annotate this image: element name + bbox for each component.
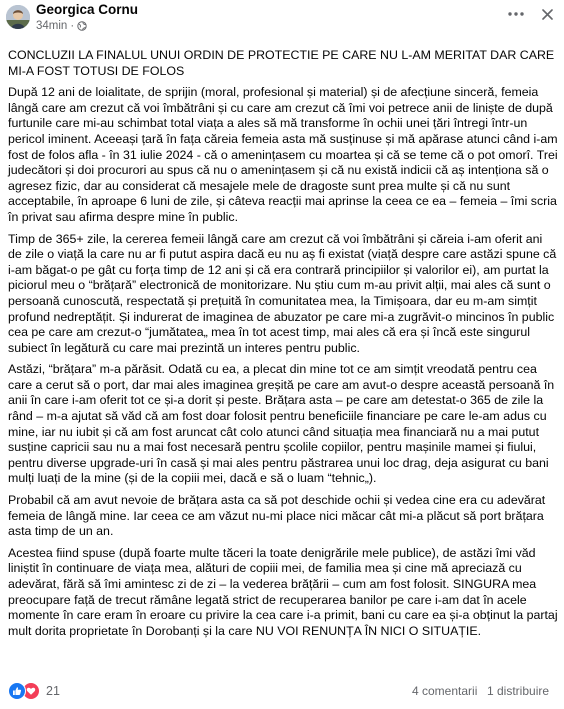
globe-icon: [77, 21, 87, 31]
post-paragraph: După 12 ani de loialitate, de sprijin (moral, profesional și material) și de afecțiune sinceră, femeia lângă care am crezut că voi îmbătrâni și cu care am crezut că îmi voi petrece anii de liniște de după furtunile care mi-au schimbat total viața a ales să mă transforme în ochii unei țări întregi într-un pericol iminent. Aceeași țară în fața căreia femeia asta mă susținuse și mă apărase atunci când i-am fost de folos afla - în 31 iulie 2024 - că o amenințasem cu moartea și că se teme că o pot omorî. Trei judecători și doi procurori au spus că nu o amenințasem și că nu există indicii că aș intenționa să o agresez fizic, dar au considerat că mesajele mele de dragoste sunt prea multe și că nu sunt acceptabile, în aproape 6 luni de zile, și câteva reacții mai aprinse la ceea ce ea – femeia – îmi scria în privat sau afirma despre mine în public.: [8, 85, 558, 224]
post-paragraph: Astăzi, “brățara” m-a părăsit. Odată cu ea, a plecat din mine tot ce am simțit vreodată pentru cea care a cerut să o port, dar mai ales imaginea greșită pe care am avut-o despre această persoană în anii în care i-am oferit tot ce și-a dorit și peste. Brățara asta – pe care am detestat-o 365 de zile la rând – m-a ajutat să văd că am fost doar folosit pentru beneficiile financiare pe care le-am adus cu mine, iar nu iubit și că am fost aruncat cât colo atunci când situația mea financiară nu a mai putut susține capricii sau nu a mai fost necesară pentru școlile copiilor, pentru mașinile mamei și fiului, pentru diverse upgrade-uri în casă și mai ales pentru păstrarea unui loc drag, deja asigurat cu bani mulți luați de la mine (și de la copiii mei, dacă e să o luam “tehnic„).: [8, 362, 555, 486]
post-footer: [0, 680, 564, 702]
author-name[interactable]: Georgica Cornu: [36, 2, 139, 17]
post-paragraph: Timp de 365+ zile, la cererea femeii lângă care am crezut că voi îmbătrâni și căreia i-am oferit ani de zile o viață la care nu ar fi putut aspira dacă eu nu aș fi existat (viață despre care astăzi spune că i-am băgat-o pe gât cu forța timp de 12 ani și că era contrară principiilor și valorilor ei), am purtat la piciorul meu o “brățară” electronică de monitorizare. Nu știu cum m-au privit alții, mai ales că sunt o persoană cunoscută, respectată și prețuită în comunitatea mea, la Timișoara, dar eu m-am simțit profund nedreptățit. Și indurerat de imaginea de abuzator pe care mi-a zugrăvit-o mincinos în public cea pe care am crezut-o “jumătatea„ mea în tot acest timp, mai ales că era și încă este singurul subiect în legătură cu care mai prezintă un interes pentru public.: [8, 231, 557, 355]
post-title: CONCLUZII LA FINALUL UNUI ORDIN DE PROTECTIE PE CARE NU L-AM MERITAT DAR CARE MI-A FOST TOTUSI DE FOLOS: [8, 48, 555, 78]
post-meta: [36, 20, 87, 32]
like-reaction-icon: [8, 682, 26, 700]
meta-separator: ·: [70, 20, 75, 32]
comments-link[interactable]: 4 comentarii: [412, 684, 478, 698]
post-paragraph: Acestea fiind spuse (după foarte multe tăceri la toate denigrările mele publice), de astăzi îmi văd liniștit în continuare de viața mea, alături de copiii mei, de familia mea și cine mă apreciază cu adevărat, fără să îmi amintesc zi de zi – la vederea brățării – cum am fost folosit. SINGURA mea preocupare față de trecut rămâne legată strict de recuperarea banilor pe care i-am dat în acele momente în care eram în eroare cu privire la cea care i-a primit, bani cu care ea și-a obținut la partaj mult dorita proprietate în Dorobanți și la care NU VOI RENUNȚA ÎN NICI O SITUAȚIE.: [8, 545, 558, 638]
post-paragraph: Probabil că am avut nevoie de brățara asta ca să pot deschide ochii și vedea cine era cu adevărat femeia de lângă mine. Iar ceea ce am văzut nu-mi place nici măcar cât mi-a plăcut să port brățara asta timp de un an.: [8, 493, 546, 539]
post-body: [8, 48, 558, 645]
post-time[interactable]: 34min: [36, 20, 68, 32]
reaction-count: 21: [46, 684, 60, 698]
more-options-icon[interactable]: [506, 6, 526, 22]
close-icon[interactable]: [538, 6, 556, 22]
post-header: [0, 0, 564, 44]
avatar-photo: [6, 5, 30, 29]
avatar[interactable]: [6, 5, 30, 29]
shares-link[interactable]: 1 distribuire: [487, 684, 550, 698]
reactions-summary[interactable]: [8, 682, 60, 700]
